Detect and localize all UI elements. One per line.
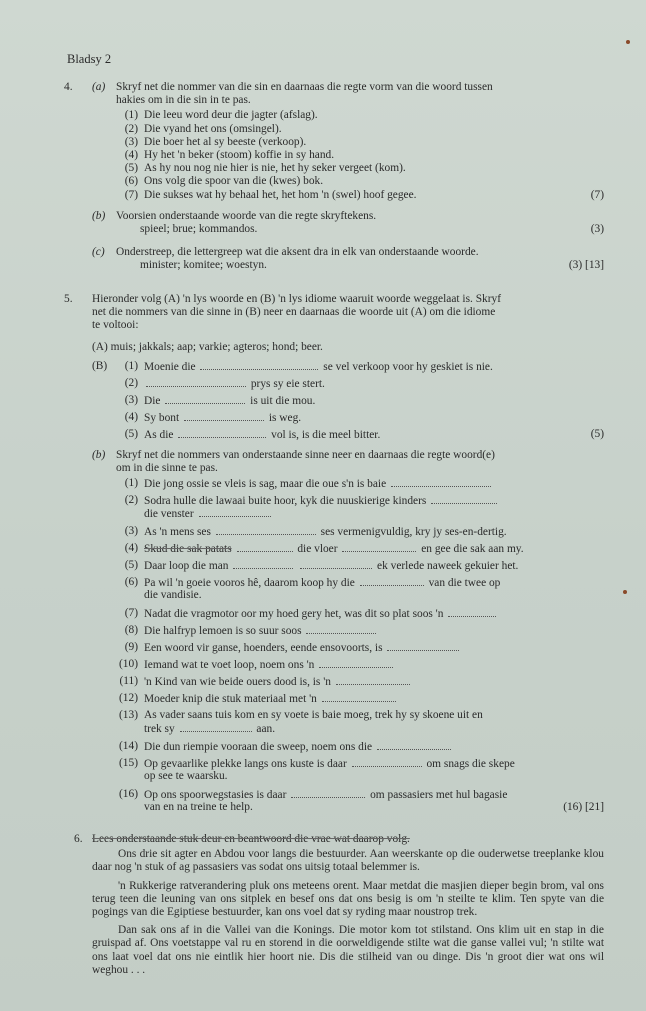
list-item: (12) Moeder knip die stuk materiaal met 'n [116, 692, 604, 709]
list-item: (4) Hy het 'n beker (stoom) koffie in sy hand. [124, 148, 335, 161]
question-number: 4. [64, 81, 73, 93]
list-item: (7) Nadat die vragmotor oor my hoed gery het, was dit so plat soos 'n [116, 607, 604, 624]
list-item: (6) Ons volg die spoor van die (kwes) bok. [124, 175, 324, 188]
instruction-text: Skryf net die nommer van die sin en daarnaas die regte vorm van die woord tussen [116, 81, 493, 93]
list-item: (10) Iemand wat te voet loop, noem ons 'n [116, 658, 604, 675]
question-5 [64, 293, 604, 814]
instruction-text: te voltooi: [92, 319, 139, 332]
list-item-continuation: die venster [116, 507, 604, 525]
list-item: (6) Pa wil 'n goeie vooros hê, daarom koop hy die van die twee op [124, 576, 501, 590]
part-label: (b) [92, 448, 106, 461]
part-label: (b) [92, 209, 106, 222]
list-item-continuation: trek sy aan. [144, 723, 276, 736]
word-list-a: (A) muis; jakkals; aap; varkie; agteros; hond; beer. [92, 340, 323, 353]
list-item: (2) Die vyand het ons (omsingel). [124, 122, 282, 135]
list-item: (1) Die leeu word deur die jagter (afslag). [124, 109, 318, 122]
list-item: (13) As vader saans tuis kom en sy voete is baie moeg, trek hy sy skoene uit en [119, 709, 483, 722]
list-item: (7) Die sukses wat hy behaal het, het hom 'n (swel) hoof gegee. (7) [124, 188, 604, 201]
mark-allocation: (7) [590, 188, 604, 201]
list-item: (5) As die vol is, is die meel bitter. (5) [124, 427, 604, 441]
passage-paragraph: Ons drie sit agter en Abdou voor langs die bestuurder. Aan weerskante op die ouderwetse treeplanke klou daar nog 'n stuk of ag passasiers vas sodat ons uitsig totaal belemmer is. [92, 848, 604, 874]
question-number: 5. [64, 293, 73, 305]
question-number: 6. [74, 833, 83, 845]
list-item: (5) As hy nou nog nie hier is nie, het hy seker vergeet (kom). [124, 162, 406, 175]
question-4 [64, 81, 604, 272]
instruction-text: om in die sinne te pas. [116, 461, 218, 474]
mark-allocation: (3) [590, 222, 604, 235]
list-item: (15) Op gevaarlike plekke langs ons kuste is daar om snags die skepe [119, 757, 515, 771]
instruction-text: Skryf net die nommers van onderstaande sinne neer en daarnaas die regte woord(e) [116, 448, 495, 461]
list-item: (4) Sy bont is weg. [124, 410, 302, 424]
list-item: (3) Die is uit die mou. [124, 393, 316, 407]
list-item: (3) Die boer het al sy beeste (verkoop). [124, 135, 307, 148]
mark-allocation: (16) [21] [563, 801, 604, 814]
instruction-text: net die nommers van die sinne in (B) neer en daarnaas die woorde uit (A) om die idiome [92, 306, 496, 319]
mark-allocation: (5) [590, 427, 604, 440]
list-item-continuation: die vandisie. [144, 589, 202, 602]
part-label: (a) [92, 81, 106, 93]
list-item: (8) Die halfryp lemoen is so suur soos [116, 624, 604, 641]
list-item: (5) Daar loop die man ek verlede naweek gekuier het. [124, 559, 519, 573]
list-item-continuation: van en na treine te help. (16) [21] [144, 801, 604, 814]
mark-allocation: (3) [13] [568, 259, 604, 272]
question-6 [64, 833, 604, 982]
list-item: (2) Sodra hulle die lawaai buite hoor, kyk die nuuskierige kinders [116, 494, 604, 507]
instruction-text: hakies om in die sin in te pas. [116, 94, 251, 107]
list-item: (1) Moenie die se vel verkoop voor hy geskiet is nie. [124, 359, 493, 373]
list-item: (3) As 'n mens ses ses vermenigvuldig, kry jy ses-en-dertig. [124, 525, 507, 539]
word-list: spieel; brue; kommandos. [140, 222, 258, 235]
instruction-text: Hieronder volg (A) 'n lys woorde en (B) 'n lys idiome waaruit woorde weggelaat is. Skryf [92, 293, 502, 305]
word-list: minister; komitee; woestyn. [140, 259, 267, 272]
list-item: (14) Die dun riempie vooraan die sweep, noem ons die [116, 740, 604, 757]
list-item: (9) Een woord vir ganse, hoenders, eende ensovoorts, is [116, 641, 604, 658]
part-label: (c) [92, 246, 105, 259]
passage-paragraph: 'n Rukkerige ratverandering pluk ons meteens orent. Maar metdat die masjien dieper begin brom, val ons terug teen die leuning van ons sitplek en besef ons dat ons besig is om 'n steilte te klim. Ten spyte van die pogings van die Egiptiese bestuurder, kan ons voel dat sy ryding maar noustrop trek. [92, 879, 604, 918]
list-item: (2) prys sy eie stert. [124, 376, 325, 390]
instruction-text: Voorsien onderstaande woorde van die regte skryftekens. [116, 209, 377, 222]
part-label: (B) [92, 359, 108, 372]
paper-speck [623, 590, 627, 594]
list-item: (11) 'n Kind van wie beide ouers dood is, is 'n [116, 675, 604, 692]
list-item: (4) Skud die sak patats die vloer en gee die sak aan my. [124, 542, 524, 556]
list-item: (1) Die jong ossie se vleis is sag, maar die oue s'n is baie [116, 477, 604, 494]
list-item-continuation: op see te waarsku. [144, 770, 228, 783]
page-header: Bladsy 2 [67, 52, 112, 66]
instruction-text: Onderstreep, die lettergreep wat die aksent dra in elk van onderstaande woorde. [116, 246, 479, 259]
list-item: (16) Op ons spoorwegstasies is daar om passasiers met hul bagasie [119, 788, 508, 802]
instruction-text: Lees onderstaande stuk deur en beantwoord die vrae wat daarop volg. [92, 833, 410, 845]
paper-speck [626, 40, 630, 44]
passage-paragraph: Dan sak ons af in die Vallei van die Konings. Die motor kom tot stilstand. Ons klim uit en stap in die gruispad af. Ons voetstappe val ru en storend in die oorweldigende stilte wat die ganse vallei vul; 'n stilte wat ons laat voel dat ons nie eintlik hier hoort nie. Dis die stilheid van ou dinge. Dis 'n groot dier wat ons wil weghou . . . [92, 924, 604, 976]
